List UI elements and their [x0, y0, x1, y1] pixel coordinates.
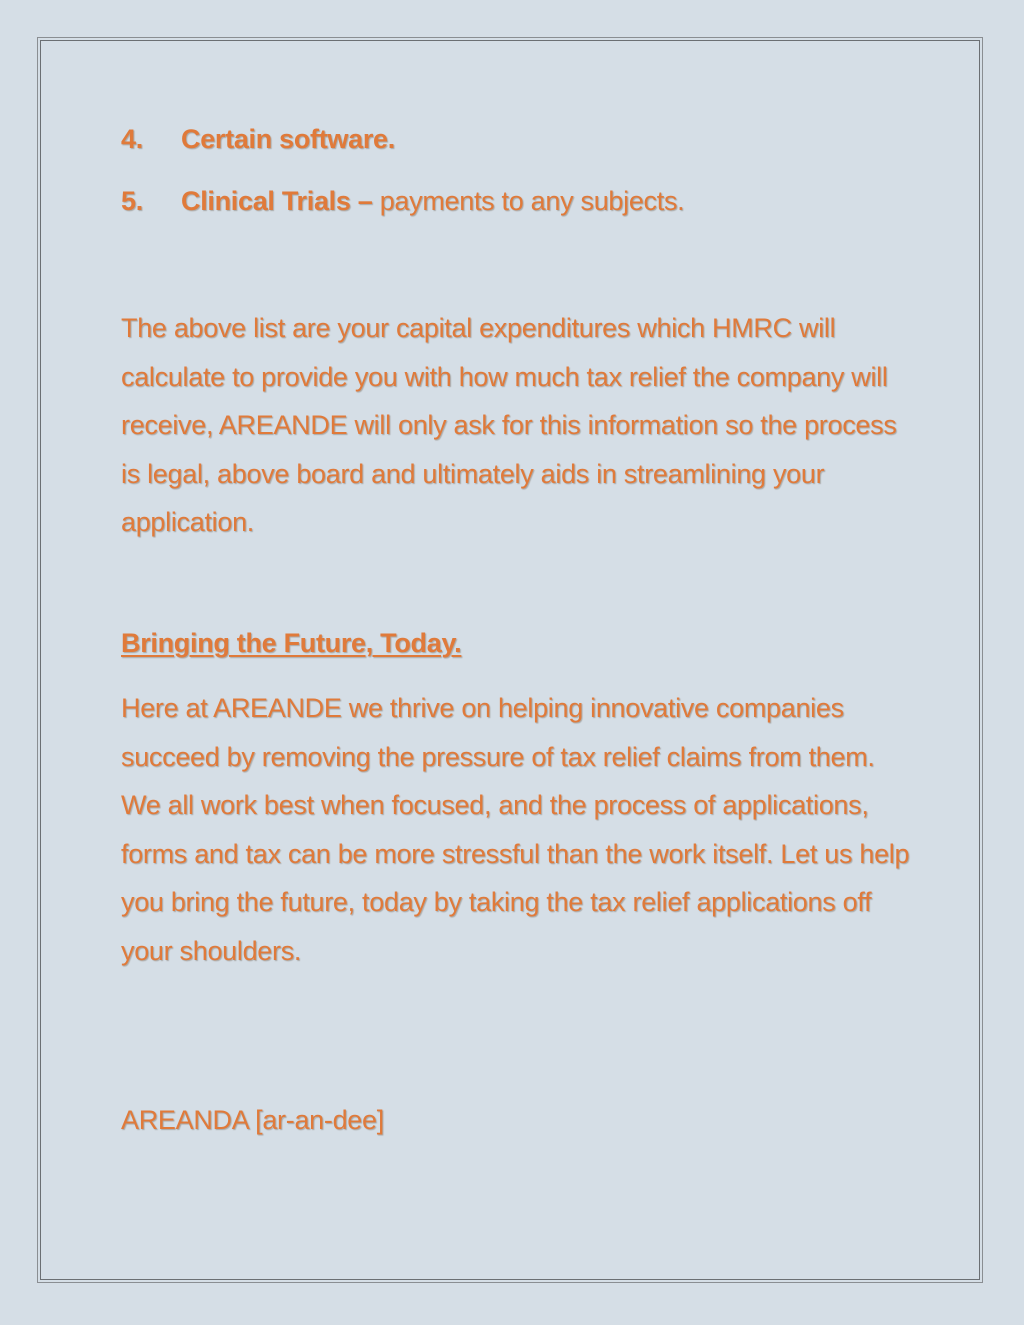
list-item-bold-text: Certain software. [181, 124, 395, 154]
signature: AREANDA [ar-an-dee] [121, 1105, 384, 1135]
section-paragraph: Here at AREANDE we thrive on helping innovative companies succeed by removing the pressure of tax relief claims from them. We all work best when focused, and the process of applications, forms and tax can be more stressful than the work itself. Let us help you bring the future, today by taking the tax relief applications off your shoulders. [121, 693, 910, 966]
list-item [121, 124, 921, 164]
list-number: 4. [121, 124, 143, 154]
section-heading [121, 628, 921, 659]
list-number: 5. [121, 186, 143, 216]
numbered-list [121, 124, 921, 226]
list-item-text: payments to any subjects. [372, 186, 685, 216]
capital-expenditure-paragraph: The above list are your capital expenditures which HMRC will calculate to provide you with how much tax relief the company will receive, AREANDE will only ask for this information so the process is legal, above board and ultimately aids in streamlining your application. [121, 313, 897, 537]
list-item-bold-text: Clinical Trials – [181, 186, 373, 216]
section-heading-text: Bringing the Future, Today. [121, 628, 462, 658]
list-item [121, 186, 921, 226]
page-border [40, 40, 980, 1280]
